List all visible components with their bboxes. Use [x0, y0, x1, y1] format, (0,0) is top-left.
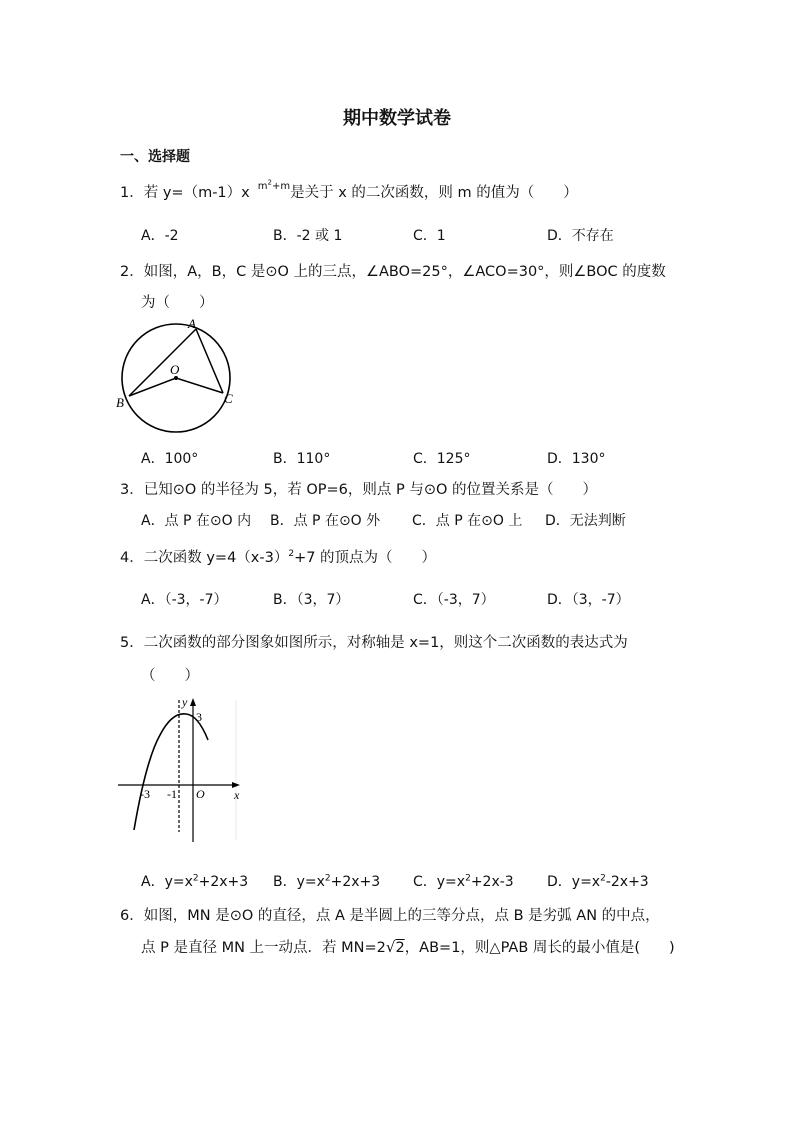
option-b: B．点 P 在⊙O 外: [270, 513, 381, 529]
question-text: 若 y=（m-1）x: [143, 185, 250, 201]
exponent: m2+m: [257, 178, 291, 192]
sqrt-sign: √: [385, 938, 396, 956]
question-text: 二次函数的部分图象如图所示，对称轴是 x=1，则这个二次函数的表达式为: [143, 635, 628, 651]
label-y: y: [182, 695, 188, 709]
exponent: 2: [288, 549, 295, 560]
parabola-curve: [134, 714, 208, 830]
label-origin: O: [196, 787, 205, 801]
option-a: A．-2: [141, 228, 179, 244]
segment-oc: [176, 378, 223, 393]
label-3: 3: [196, 710, 202, 724]
option-a: A．$y=x^2+2x+3$: [141, 873, 249, 890]
option-d: D．130°: [547, 451, 606, 467]
question-5-line2: （ ）: [141, 668, 199, 684]
question-text: 如图，MN 是⊙O 的直径，点 A 是半圆上的三等分点，点 B 是劣弧 AN 的中点，: [143, 908, 660, 924]
question-4: [120, 546, 436, 567]
sqrt-radicand: 2: [395, 940, 405, 956]
option-c: C．125°: [413, 451, 471, 467]
parabola-figure: [112, 690, 252, 848]
section-heading: 一、选择题: [120, 149, 190, 165]
option-d: D．无法判断: [545, 513, 626, 529]
label-o: O: [170, 362, 180, 377]
question-text: 已知⊙O 的半径为 5，若 OP=6，则点 P 与⊙O 的位置关系是（ ）: [143, 482, 598, 498]
question-2-line2: 为（ ）: [141, 295, 214, 311]
option-d: D．$y=x^2-2x+3$: [547, 873, 649, 890]
option-d: D．（3，-7）: [547, 592, 630, 608]
question-number: 5．: [120, 635, 144, 651]
option-c: C．$y=x^2+2x-3$: [413, 873, 514, 890]
segment-ac: [196, 329, 223, 393]
question-6: [120, 904, 660, 925]
question-number: 2．: [120, 264, 144, 280]
label-c: C: [224, 391, 233, 406]
question-number: 4．: [120, 550, 144, 566]
label-neg1: -1: [167, 787, 177, 801]
question-3: [120, 478, 597, 499]
question-number: 1．: [120, 185, 144, 201]
page-title: 期中数学试卷: [343, 108, 451, 129]
option-b: B．（3，7）: [273, 592, 350, 608]
question-5: [120, 631, 628, 652]
option-a: A．点 P 在⊙O 内: [141, 513, 252, 529]
question-text-tail: 是关于 x 的二次函数，则 m 的值为（ ）: [290, 185, 578, 201]
question-number: 3．: [120, 482, 144, 498]
question-number: 6．: [120, 908, 144, 924]
option-c: C．（-3，7）: [413, 592, 495, 608]
circle-figure: [112, 314, 252, 434]
option-b: B．$y=x^2+2x+3$: [273, 873, 381, 890]
question-6-line2: 点 P 是直径 MN 上一动点．若 MN=2√2，AB=1，则△PAB 周长的最小值是( ): [141, 938, 675, 956]
question-1: [120, 178, 578, 202]
question-text-tail: +7 的顶点为（ ）: [294, 550, 437, 566]
segment-bo: [129, 378, 176, 396]
option-b: B．-2 或 1: [273, 228, 343, 244]
option-a: A．（-3，-7）: [141, 592, 228, 608]
option-d: D．不存在: [547, 228, 614, 244]
label-a: A: [188, 316, 196, 331]
option-a: A．100°: [141, 451, 199, 467]
label-x: x: [234, 788, 240, 802]
option-c: C．点 P 在⊙O 上: [412, 513, 523, 529]
question-text: 二次函数 y=4（x-3）: [143, 550, 289, 566]
label-b: B: [116, 395, 124, 410]
option-c: C．1: [413, 228, 446, 244]
option-b: B．110°: [273, 451, 331, 467]
label-neg3: -3: [140, 787, 150, 801]
question-2: [120, 260, 666, 281]
y-axis-arrow: [190, 698, 196, 706]
question-text: 如图，A，B，C 是⊙O 上的三点，∠ABO=25°，∠ACO=30°，则∠BOC 的度数: [143, 264, 666, 280]
